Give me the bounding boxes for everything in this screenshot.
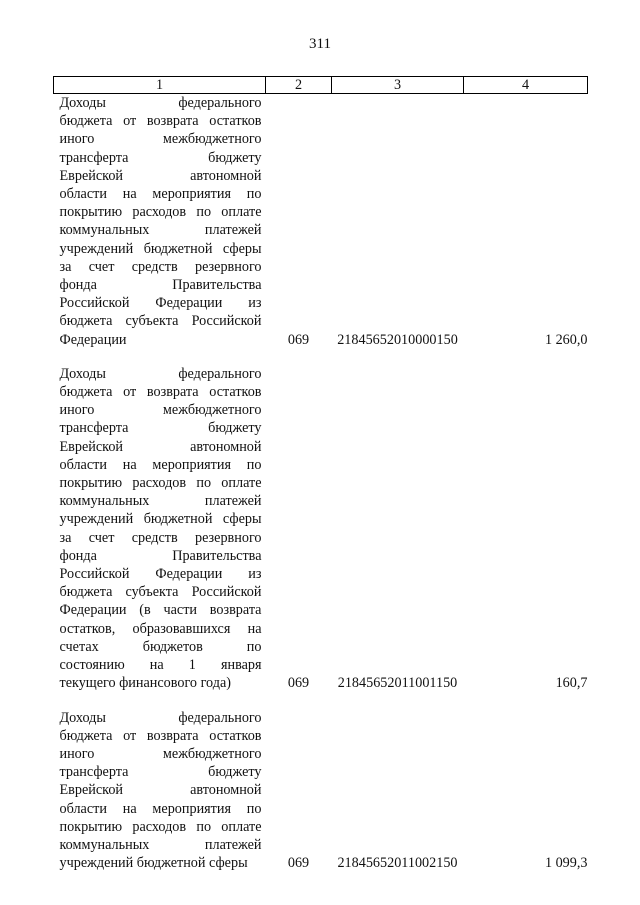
- row-spacer: [54, 349, 588, 365]
- description-line: за счет средств резервного: [59, 529, 262, 546]
- description-line: коммунальных платежей: [59, 836, 262, 853]
- description-line: Доходы федерального: [59, 709, 262, 726]
- description-line: иного межбюджетного: [59, 131, 262, 148]
- description-line: бюджета субъекта Российской: [59, 313, 262, 330]
- description-line: области на мероприятия по: [59, 186, 262, 203]
- amount-value: 160,7: [555, 675, 588, 692]
- description-line: счетах бюджетов по: [59, 638, 262, 655]
- administrator-code: 069: [287, 331, 310, 348]
- column-header-2: 2: [266, 77, 332, 94]
- budget-classification-code: 21845652011002150: [337, 855, 458, 872]
- page-number: 311: [309, 36, 331, 52]
- budget-table: [53, 76, 588, 872]
- description-line: учреждений бюджетной сферы: [59, 240, 262, 257]
- table-row: [54, 709, 588, 873]
- description-line: Федерации (в части возврата: [59, 602, 262, 619]
- description-line: иного межбюджетного: [59, 745, 262, 762]
- budget-classification-code: 21845652010000150: [337, 331, 458, 348]
- table-body: [54, 94, 588, 873]
- description-line: Еврейской автономной: [59, 167, 262, 184]
- description-line: бюджета субъекта Российской: [59, 584, 262, 601]
- description-line: трансферта бюджету: [59, 420, 262, 437]
- description-line: трансферта бюджету: [59, 764, 262, 781]
- row-spacer: [54, 693, 588, 709]
- table-row: [54, 365, 588, 693]
- description-line: бюджета от возврата остатков: [59, 727, 262, 744]
- description-line: Российской Федерации из: [59, 295, 262, 312]
- administrator-code: 069: [287, 675, 310, 692]
- administrator-code: 069: [287, 855, 310, 872]
- description-line: Доходы федерального: [59, 95, 262, 111]
- description-line: трансферта бюджету: [59, 149, 262, 166]
- column-header-1: 1: [54, 77, 266, 94]
- column-header-3: 3: [332, 77, 464, 94]
- description-line: текущего финансового года): [59, 675, 231, 692]
- description-line: коммунальных платежей: [59, 493, 262, 510]
- description-line: бюджета от возврата остатков: [59, 384, 262, 401]
- amount-value: 1 099,3: [544, 855, 588, 872]
- description-line: состоянию на 1 января: [59, 657, 262, 674]
- amount-value: 1 260,0: [544, 331, 588, 348]
- description-line: Федерации: [59, 331, 127, 348]
- description-line: покрытию расходов по оплате: [59, 818, 262, 835]
- description-line: коммунальных платежей: [59, 222, 262, 239]
- description-line: бюджета от возврата остатков: [59, 113, 262, 130]
- description-line: фонда Правительства: [59, 277, 262, 294]
- description-line: Еврейской автономной: [59, 782, 262, 799]
- description-line: Российской Федерации из: [59, 566, 262, 583]
- description-line: Доходы федерального: [59, 365, 262, 382]
- table-row: [54, 94, 588, 349]
- description-line: Еврейской автономной: [59, 438, 262, 455]
- description-line: покрытию расходов по оплате: [59, 475, 262, 492]
- budget-classification-code: 21845652011001150: [337, 675, 458, 692]
- revenue-description: [54, 365, 266, 693]
- description-line: области на мероприятия по: [59, 456, 262, 473]
- table-header-row: [54, 77, 588, 94]
- revenue-description: [54, 94, 266, 349]
- column-header-4: 4: [464, 77, 588, 94]
- description-line: учреждений бюджетной сферы: [59, 511, 262, 528]
- description-line: области на мероприятия по: [59, 800, 262, 817]
- description-line: остатков, образовавшихся на: [59, 620, 262, 637]
- description-line: учреждений бюджетной сферы: [59, 855, 248, 872]
- description-line: фонда Правительства: [59, 547, 262, 564]
- revenue-description: [54, 709, 266, 873]
- description-line: покрытию расходов по оплате: [59, 204, 262, 221]
- description-line: за счет средств резервного: [59, 258, 262, 275]
- description-line: иного межбюджетного: [59, 402, 262, 419]
